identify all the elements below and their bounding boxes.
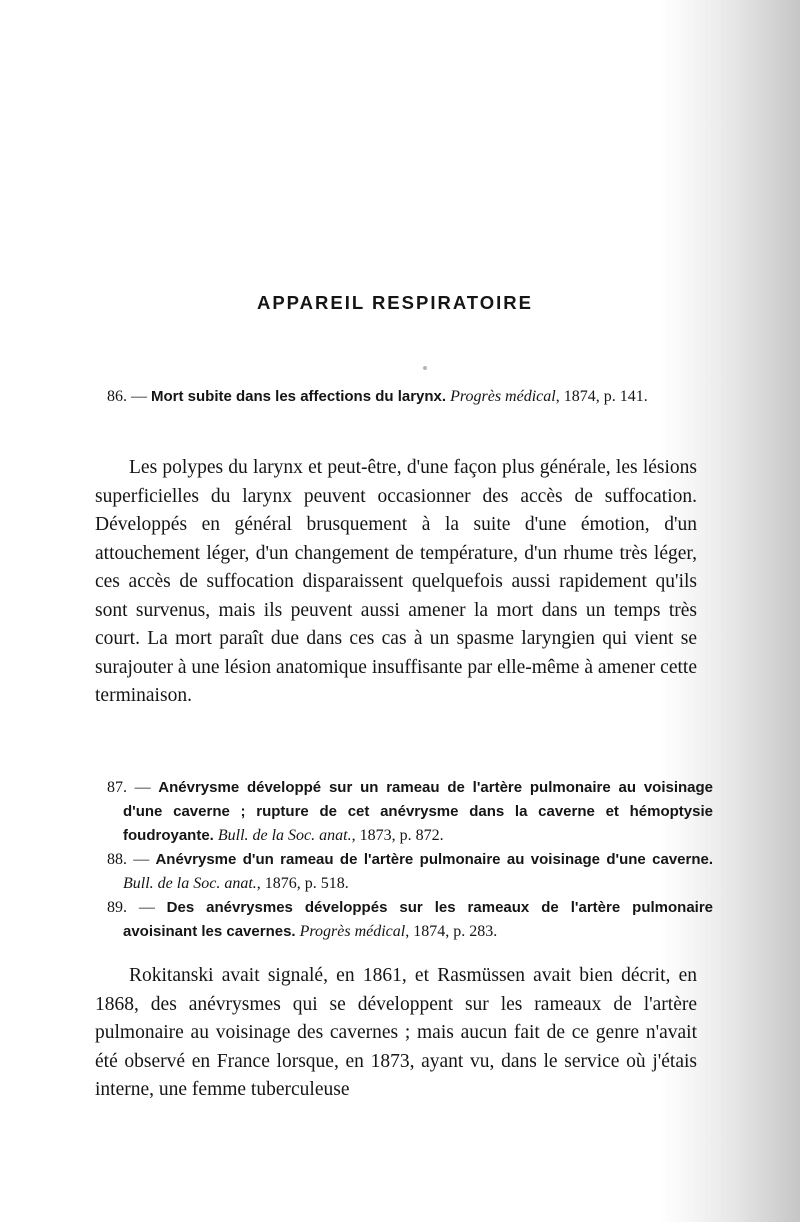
reference-89 xyxy=(107,896,713,944)
reference-number: 89. xyxy=(107,899,127,916)
reference-details: , 1874, p. 141. xyxy=(555,388,648,405)
reference-source: Progrès médical xyxy=(299,923,406,940)
reference-group xyxy=(107,776,714,944)
reference-number: 88. xyxy=(107,851,127,868)
reference-details: , 1873, p. 872. xyxy=(351,827,444,844)
reference-title: Mort subite dans les affections du larynx. xyxy=(151,388,447,405)
reference-source: Progrès médical xyxy=(450,388,556,405)
reference-dash: — xyxy=(134,779,151,796)
reference-title: Anévrysme développé sur un rameau de l'artère pulmonaire au voisinage d'une caverne ; rupture de cet anévrysme dans la caverne et hémoptysie foudroyante. xyxy=(123,779,714,844)
reference-dash: — xyxy=(133,851,150,868)
reference-88 xyxy=(107,848,713,896)
reference-number: 86. xyxy=(107,388,127,405)
reference-87 xyxy=(107,776,713,848)
reference-details: , 1874, p. 283. xyxy=(405,923,498,940)
reference-title: Anévrysme d'un rameau de l'artère pulmonaire au voisinage d'une caverne. xyxy=(155,851,714,868)
section-heading: APPAREIL RESPIRATOIRE xyxy=(256,292,534,313)
body-paragraph-aneurysm: Rokitanski avait signalé, en 1861, et Rasmüssen avait bien décrit, en 1868, des anévrysmes qui se développent sur les rameaux de l'artère pulmonaire au voisinage des cavernes ; mais aucun fait de ce genre n'avait été observé en France lorsque, en 1873, ayant vu, dans le service où j'étais interne, une femme tuberculeuse xyxy=(95,965,697,1100)
reference-dash: — xyxy=(131,388,147,405)
reference-number: 87. xyxy=(107,779,127,796)
reference-dash: — xyxy=(138,899,155,916)
reference-details: , 1876, p. 518. xyxy=(256,875,349,892)
reference-source: Bull. de la Soc. anat. xyxy=(123,875,257,892)
reference-title: Des anévrysmes développés sur les rameaux de l'artère pulmonaire avoisinant les cavernes. xyxy=(123,899,714,940)
reference-86 xyxy=(107,385,713,409)
print-speck xyxy=(423,366,427,370)
reference-source: Bull. de la Soc. anat. xyxy=(217,827,352,844)
body-paragraph-larynx: Les polypes du larynx et peut-être, d'une façon plus générale, les lésions superficielles du larynx peuvent occasionner des accès de suffocation. Développés en général brusquement à la suite d'une émotion, d'un attouchement léger, d'un changement de température, d'un rhume très léger, ces accès de suffocation disparaissent quelquefois aussi rapidement qu'ils sont survenus, mais ils peuvent aussi amener la mort dans un temps très court. La mort paraît due dans ces cas à un spasme laryngien qui vient se surajouter à une lésion anatomique insuffisante par elle-même à amener cette terminaison. xyxy=(95,457,697,706)
